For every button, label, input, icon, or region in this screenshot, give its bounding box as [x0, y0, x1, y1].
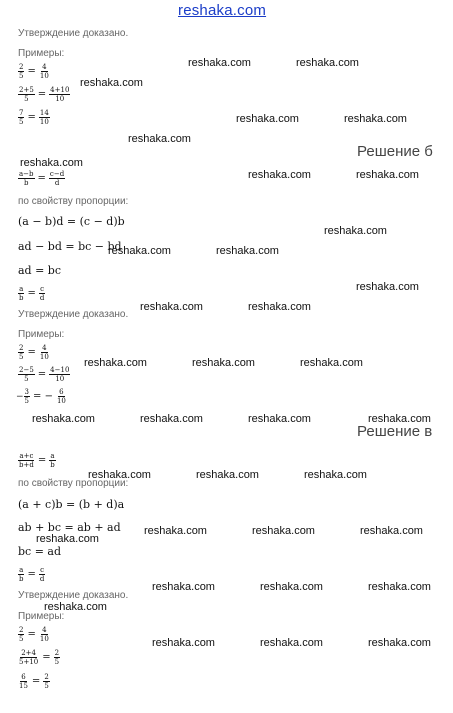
- watermark-text: reshaka.com: [344, 113, 407, 125]
- watermark-text: reshaka.com: [236, 113, 299, 125]
- example-b-3: [16, 388, 67, 406]
- fraction: [18, 344, 24, 361]
- numerator: a: [50, 452, 55, 461]
- denominator: 5: [19, 635, 24, 644]
- denominator: d: [54, 179, 60, 188]
- equals-sign: =: [27, 288, 36, 300]
- equals-sign: =: [37, 173, 46, 185]
- equation-line-b-1: (a − b)d = (c − d)b: [18, 215, 125, 228]
- watermark-text: reshaka.com: [36, 533, 99, 545]
- equals-sign: =: [31, 676, 41, 688]
- watermark-text: reshaka.com: [304, 469, 367, 481]
- equation-line-c-3: bc = ad: [18, 545, 62, 558]
- fraction: [18, 366, 35, 383]
- example-b-1: [18, 344, 50, 362]
- denominator: b: [19, 575, 24, 584]
- statement-proved-b: Утверждение доказано.: [18, 309, 129, 320]
- numerator: c−d: [49, 170, 65, 179]
- watermark-text: reshaka.com: [152, 581, 215, 593]
- watermark-text: reshaka.com: [192, 357, 255, 369]
- numerator: a−b: [19, 170, 34, 179]
- watermark-text: reshaka.com: [32, 413, 95, 425]
- denominator: 5: [19, 353, 24, 362]
- fraction: [24, 388, 30, 405]
- property-label-b: по свойству пропорции:: [18, 196, 129, 207]
- denominator: b+d: [19, 461, 34, 470]
- numerator: 2: [44, 673, 49, 682]
- numerator: a: [19, 566, 24, 575]
- fraction: [43, 673, 49, 690]
- given-proportion-c: [18, 452, 56, 470]
- numerator: 2: [19, 344, 24, 353]
- fraction: [49, 452, 55, 469]
- fraction: [39, 626, 50, 643]
- watermark-text: reshaka.com: [108, 245, 171, 257]
- watermark-text: reshaka.com: [144, 525, 207, 537]
- numerator: 2: [19, 63, 24, 72]
- numerator: 4+10: [50, 86, 70, 95]
- watermark-text: reshaka.com: [300, 357, 363, 369]
- fraction: [39, 285, 45, 302]
- fraction: [49, 366, 70, 383]
- numerator: 2: [54, 649, 60, 658]
- denominator: 5: [54, 658, 60, 667]
- denominator: 5: [19, 72, 24, 81]
- section-heading-c: Решение в: [357, 423, 433, 440]
- numerator: 2+5: [19, 86, 34, 95]
- example-b-2: [18, 366, 70, 384]
- fraction: [49, 86, 70, 103]
- numerator: c: [40, 566, 45, 575]
- equals-sign: =: [27, 569, 36, 581]
- denominator: b: [50, 461, 55, 470]
- examples-label-a: Примеры:: [18, 48, 65, 59]
- numerator: 2+4: [21, 649, 36, 658]
- denominator: 5: [19, 118, 24, 127]
- denominator: 10: [39, 72, 49, 81]
- equals-sign: =: [27, 629, 36, 641]
- watermark-text: reshaka.com: [188, 57, 251, 69]
- fraction: [39, 344, 50, 361]
- denominator: 10: [55, 375, 65, 384]
- denominator: 5: [24, 397, 30, 406]
- example-a-2: [18, 86, 70, 104]
- fraction: [18, 170, 35, 187]
- watermark-text: reshaka.com: [260, 581, 323, 593]
- fraction: [39, 109, 50, 126]
- denominator: 10: [56, 397, 66, 406]
- fraction: [18, 673, 29, 690]
- fraction: [56, 388, 67, 405]
- fraction: [18, 109, 24, 126]
- watermark-text: reshaka.com: [368, 581, 431, 593]
- watermark-text: reshaka.com: [248, 413, 311, 425]
- fraction: [39, 566, 45, 583]
- denominator: 5: [24, 375, 29, 384]
- site-title-link[interactable]: reshaka.com: [178, 2, 267, 19]
- watermark-text: reshaka.com: [356, 169, 419, 181]
- example-c-3: [18, 673, 50, 691]
- fraction: [18, 626, 24, 643]
- equals-sign: =: [37, 455, 47, 467]
- equals-sign: =: [37, 89, 47, 101]
- numerator: 3: [24, 388, 30, 397]
- equals-sign: =: [42, 652, 51, 664]
- denominator: 5: [44, 682, 49, 691]
- result-proportion-c: [18, 566, 45, 584]
- example-c-2: [18, 649, 60, 667]
- example-a-1: [18, 63, 50, 81]
- minus-sign: −: [16, 391, 24, 402]
- watermark-text: reshaka.com: [248, 169, 311, 181]
- property-label-c: по свойству пропорции:: [18, 478, 129, 489]
- numerator: 2−5: [19, 366, 34, 375]
- watermark-text: reshaka.com: [248, 301, 311, 313]
- numerator: 4: [42, 626, 47, 635]
- watermark-text: reshaka.com: [252, 525, 315, 537]
- fraction: [18, 86, 35, 103]
- watermark-text: reshaka.com: [356, 281, 419, 293]
- watermark-text: reshaka.com: [324, 225, 387, 237]
- watermark-text: reshaka.com: [196, 469, 259, 481]
- watermark-text: reshaka.com: [20, 157, 83, 169]
- result-proportion-b: [18, 285, 45, 303]
- watermark-text: reshaka.com: [140, 413, 203, 425]
- fraction: [18, 63, 24, 80]
- watermark-text: reshaka.com: [84, 357, 147, 369]
- statement-proved-c: Утверждение доказано.: [18, 590, 129, 601]
- numerator: a: [19, 285, 24, 294]
- fraction: [18, 285, 24, 302]
- watermark-text: reshaka.com: [140, 301, 203, 313]
- denominator: 10: [55, 95, 65, 104]
- watermark-text: reshaka.com: [88, 469, 151, 481]
- examples-label-c: Примеры:: [18, 611, 65, 622]
- denominator: 10: [39, 353, 49, 362]
- equals-sign: =: [27, 66, 36, 78]
- examples-label-b: Примеры:: [18, 329, 65, 340]
- watermark-text: reshaka.com: [128, 133, 191, 145]
- numerator: 2: [19, 626, 24, 635]
- equation-line-b-3: ad = bc: [18, 264, 62, 277]
- fraction: [39, 63, 50, 80]
- watermark-text: reshaka.com: [296, 57, 359, 69]
- numerator: 6: [21, 673, 26, 682]
- equals-sign: =: [27, 112, 36, 124]
- watermark-text: reshaka.com: [368, 413, 431, 425]
- fraction: [18, 566, 24, 583]
- fraction: [54, 649, 60, 666]
- section-heading-b: Решение б: [357, 143, 433, 160]
- denominator: 10: [39, 635, 49, 644]
- example-a-3: [18, 109, 50, 127]
- equation-line-b-2: ad − bd = bc − bd: [18, 240, 122, 253]
- watermark-text: reshaka.com: [216, 245, 279, 257]
- denominator: 10: [39, 118, 49, 127]
- denominator: 15: [19, 682, 28, 691]
- watermark-text: reshaka.com: [360, 525, 423, 537]
- fraction: [18, 452, 35, 469]
- equals-sign: =: [37, 369, 47, 381]
- numerator: 6: [59, 388, 64, 397]
- denominator: b: [24, 179, 29, 188]
- fraction: [18, 649, 39, 666]
- numerator: 14: [39, 109, 49, 118]
- numerator: 4: [42, 344, 47, 353]
- numerator: a+c: [19, 452, 34, 461]
- watermark-text: reshaka.com: [260, 637, 323, 649]
- equation-line-c-1: (a + c)b = (b + d)a: [18, 498, 125, 511]
- watermark-text: reshaka.com: [44, 601, 107, 613]
- fraction: [49, 170, 65, 187]
- statement-proved-a: Утверждение доказано.: [18, 28, 129, 39]
- equals-sign: =: [27, 347, 36, 359]
- given-proportion-b: [18, 170, 65, 188]
- equation-line-c-2: ab + bc = ab + ad: [18, 521, 121, 534]
- numerator: 4−10: [50, 366, 70, 375]
- numerator: 7: [19, 109, 24, 118]
- denominator: 5: [24, 95, 29, 104]
- example-c-1: [18, 626, 50, 644]
- denominator: d: [39, 294, 45, 303]
- denominator: 5+10: [19, 658, 39, 667]
- equals-sign: = −: [33, 391, 53, 403]
- denominator: d: [39, 575, 45, 584]
- denominator: b: [19, 294, 24, 303]
- watermark-text: reshaka.com: [80, 77, 143, 89]
- numerator: c: [40, 285, 45, 294]
- numerator: 4: [42, 63, 47, 72]
- watermark-text: reshaka.com: [152, 637, 215, 649]
- watermark-text: reshaka.com: [368, 637, 431, 649]
